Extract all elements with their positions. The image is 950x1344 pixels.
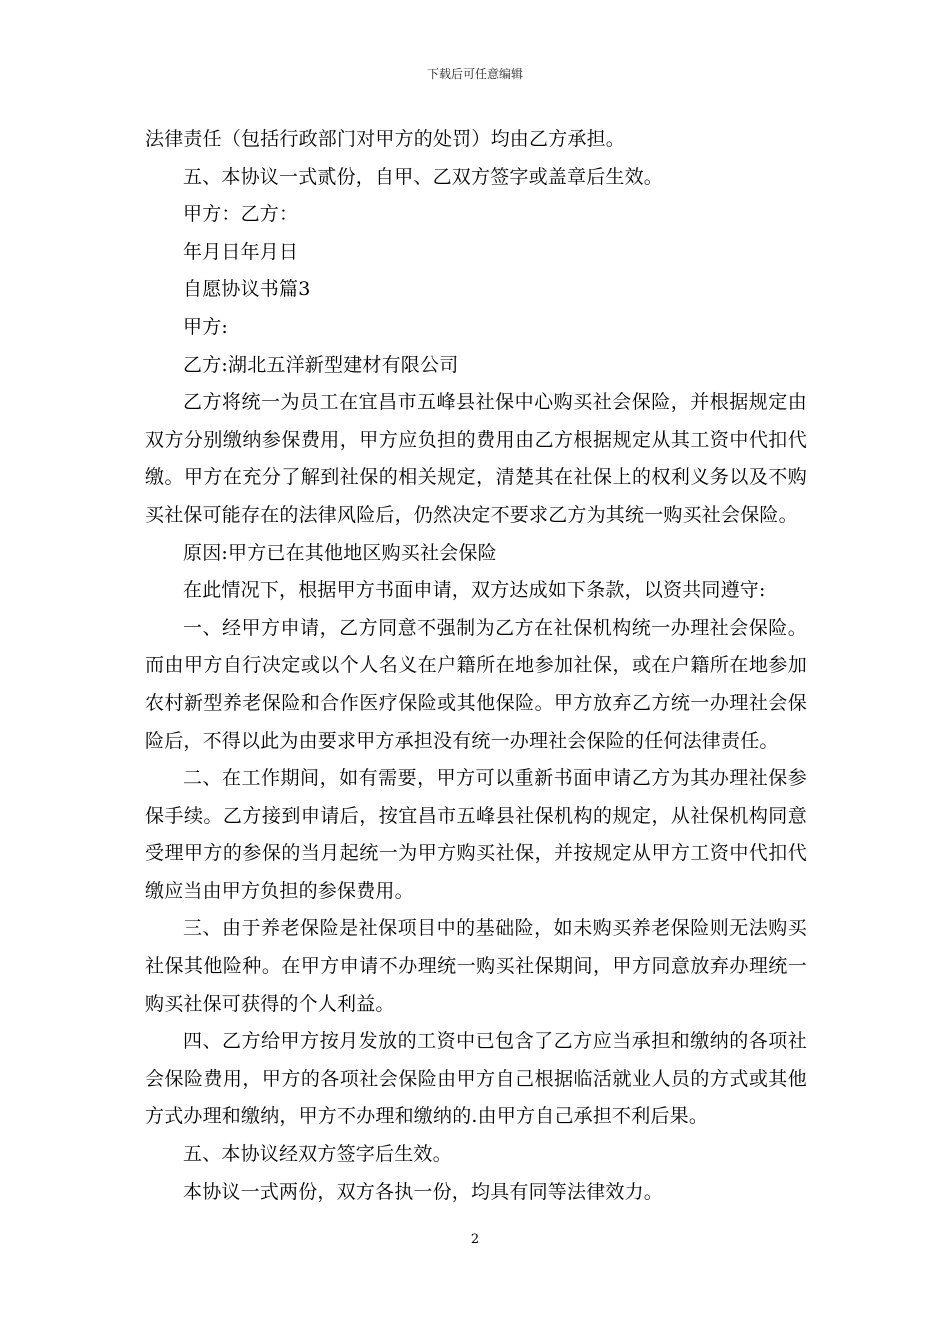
paragraph: 乙方将统一为员工在宜昌市五峰县社保中心购买社会保险，并根据规定由双方分别缴纳参保费用，甲方应负担的费用由乙方根据规定从其工资中代扣代缴。甲方在充分了解到社保的相关规定，清楚其在社保上的权利义务以及不购买社保可能存在的法律风险后，仍然决定不要求乙方为其统一购买社会保险。 [145, 391, 807, 526]
paragraph: 在此情况下，根据甲方书面申请，双方达成如下条款，以资共同遵守: [183, 579, 766, 602]
signature-parties-line: 甲方：乙方： [183, 203, 299, 226]
page-header: 下载后可任意编辑 [426, 67, 523, 81]
clause-2: 二、在工作期间，如有需要，甲方可以重新书面申请乙方为其办理社保参保手续。乙方接到申请后，按宜昌市五峰县社保机构的规定，从社保机构同意受理甲方的参保的当月起统一为甲方购买社保，并按规定从甲方工资中代扣代缴应当由甲方负担的参保费用。 [145, 767, 807, 902]
party-a-line: 甲方: [183, 315, 229, 338]
document-body [145, 121, 807, 1211]
page-number: 2 [470, 1232, 480, 1247]
clause-1: 一、经甲方申请，乙方同意不强制为乙方在社保机构统一办理社会保险。而由甲方自行决定或以个人名义在户籍所在地参加社保，或在户籍所在地参加农村新型养老保险和合作医疗保险或其他保险。甲方放弃乙方统一办理社会保险后，不得以此为由要求甲方承担没有统一办理社会保险的任何法律责任。 [145, 616, 807, 752]
paragraph: 五、本协议一式贰份，自甲、乙双方签字或盖章后生效。 [183, 165, 664, 188]
clause-3: 三、由于养老保险是社保项目中的基础险，如未购买养老保险则无法购买社保其他险种。在甲方申请不办理统一购买社保期间，甲方同意放弃办理统一购买社保可获得的个人利益。 [145, 917, 807, 1015]
clause-5: 五、本协议经双方签字后生效。 [183, 1143, 452, 1166]
paragraph: 原因:甲方已在其他地区购买社会保险 [183, 541, 497, 564]
clause-4: 四、乙方给甲方按月发放的工资中已包含了乙方应当承担和缴纳的各项社会保险费用，甲方的各项社会保险由甲方自己根据临活就业人员的方式或其他方式办理和缴纳，甲方不办理和缴纳的.由甲方自己承担不利后果。 [145, 1030, 807, 1128]
paragraph: 本协议一式两份，双方各执一份，均具有同等法律效力。 [183, 1180, 664, 1203]
signature-date-line: 年月日年月日 [183, 240, 299, 263]
paragraph: 法律责任（包括行政部门对甲方的处罚）均由乙方承担。 [145, 128, 626, 150]
section-title: 自愿协议书篇3 [183, 278, 311, 301]
party-b-line: 乙方:湖北五洋新型建材有限公司 [183, 353, 459, 376]
